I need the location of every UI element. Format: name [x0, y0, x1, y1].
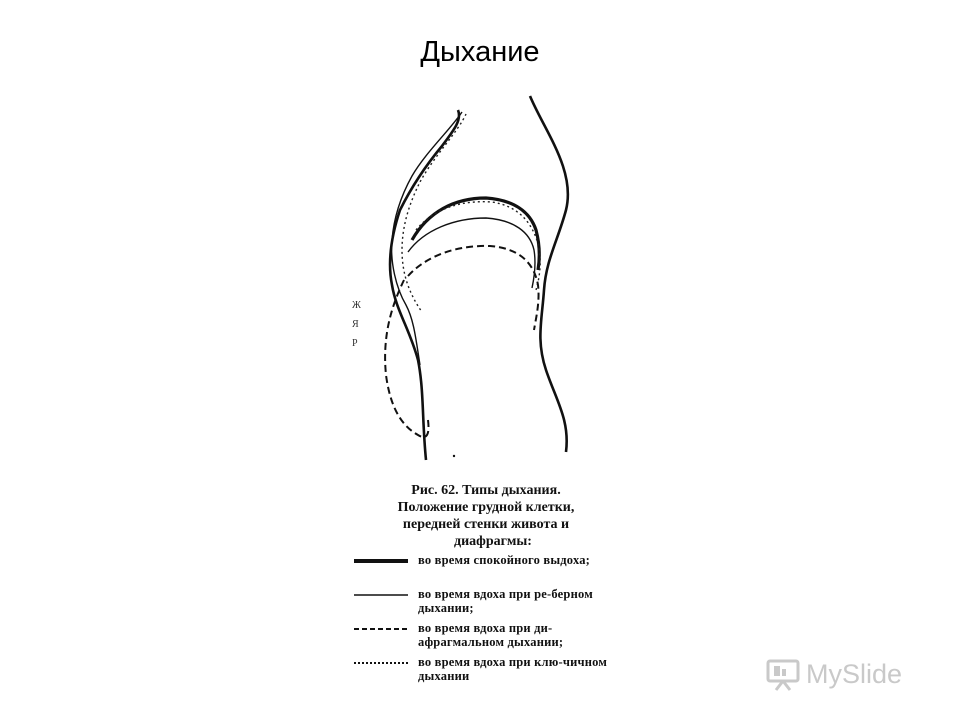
watermark-brand: MySlide [806, 658, 903, 689]
figure-caption [360, 482, 612, 550]
legend-item [352, 656, 612, 690]
legend-text: во время вдоха при ре-берном дыхании; [418, 587, 593, 615]
dashed-line-sample [352, 622, 412, 636]
legend-text: во время вдоха при клю-чичном дыхании [418, 655, 608, 683]
side-mark: Ж [352, 300, 361, 311]
legend-text: во время вдоха при ди-афрагмальном дыхании; [418, 621, 564, 649]
side-mark: Я [352, 319, 359, 330]
mark-dot [453, 455, 455, 457]
thick-solid-line-sample [352, 554, 412, 568]
slide-title: Дыхание [420, 36, 540, 68]
caption-line: Рис. 62. Типы дыхания. [411, 483, 561, 498]
caption-line: передней стенки живота и [402, 517, 570, 532]
breathing-diagram [330, 90, 630, 470]
legend-item [352, 588, 612, 622]
diaphragm-diaphragmatic [408, 246, 539, 330]
thin-solid-line-sample [352, 588, 412, 602]
caption-line: Положение грудной клетки, [397, 500, 575, 515]
line-legend [352, 554, 612, 690]
legend-item [352, 622, 612, 656]
legend-item [352, 554, 612, 588]
figure-side-marks [352, 296, 361, 353]
myslide-watermark [766, 656, 902, 692]
side-mark: Р [352, 338, 358, 349]
presentation-board-icon [766, 657, 800, 691]
diaphragm-rib [408, 218, 535, 288]
legend-text: во время спокойного выдоха; [418, 553, 591, 567]
caption-line: диафрагмы: [454, 534, 532, 549]
dotted-line-sample [352, 656, 412, 670]
chest-wall-exhale [390, 110, 459, 460]
